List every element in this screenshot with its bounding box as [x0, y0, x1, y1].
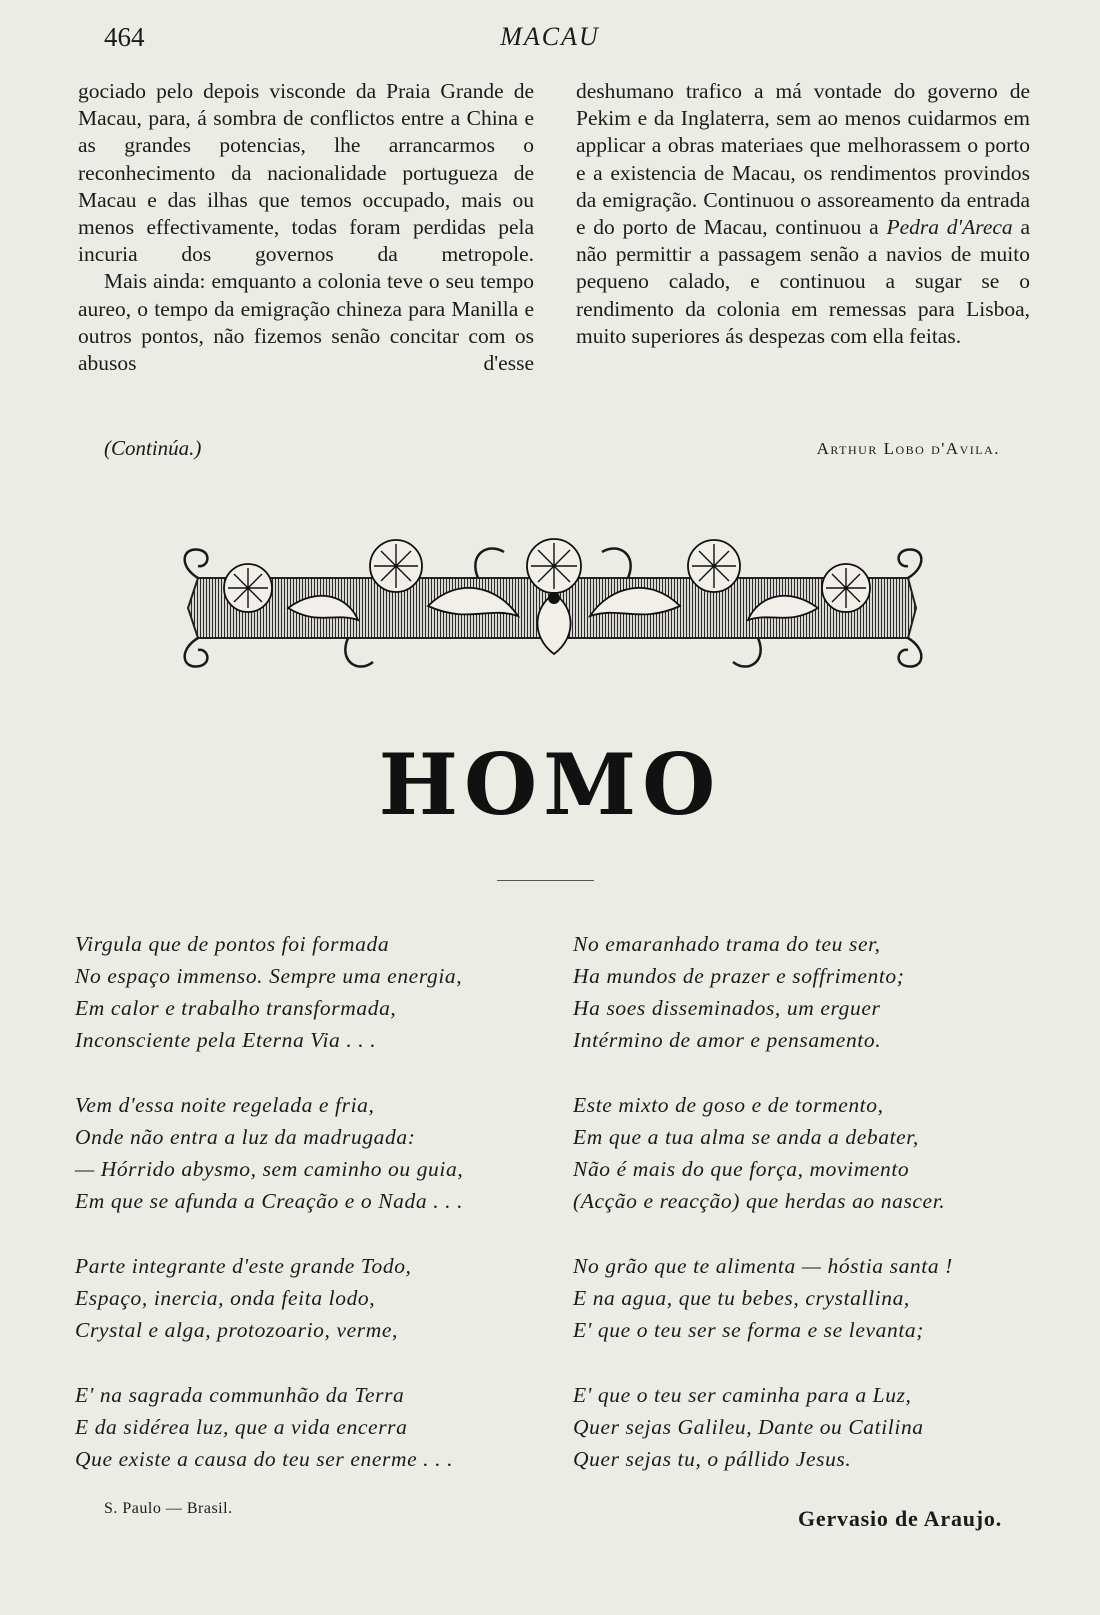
- poem-line: E na agua, que tu bebes, crystallina,: [573, 1286, 910, 1310]
- poem-stanza: [573, 1250, 1043, 1346]
- page-number: 464: [104, 22, 145, 52]
- poem-line: Não é mais do que força, movimento: [573, 1157, 910, 1181]
- poem-line: Ha soes disseminados, um erguer: [573, 996, 881, 1020]
- article-text: deshumano trafico a má vontade do governo de Pekim e da Inglaterra, sem ao menos cuidarmos em applicar a obras materiaes que melhorassem o porto e a existencia de Macau, os rendimentos provindos da emigração. Continuou o assoreamento da entrada e do porto de Macau, continuou a: [576, 79, 1030, 240]
- poem-line: Crystal e alga, protozoario, verme,: [75, 1318, 398, 1342]
- poem-line: (Acção e reacção) que herdas ao nascer.: [573, 1189, 946, 1213]
- poem-place: S. Paulo — Brasil.: [104, 1500, 233, 1517]
- article-italic-place-name: Pedra d'Areca: [886, 215, 1013, 240]
- poem-line: Vem d'essa noite regelada e fria,: [75, 1093, 375, 1117]
- poem-line: Em calor e trabalho transformada,: [75, 996, 397, 1020]
- article-paragraph: gociado pelo depois visconde da Praia Grande de Macau, para, á sombra de conflictos entre a China e as grandes potencias, lhe arrancarmos o reconhecimento da nacionalidade portugueza de Macau e das ilhas que temos occupado, mais ou menos effectivamente, todas foram perdidas pela incuria dos governos da metropole.: [78, 79, 534, 267]
- poem-line: Ha mundos de prazer e soffrimento;: [573, 964, 905, 988]
- poem-author: Gervasio de Araujo.: [797, 1506, 1002, 1531]
- article-right-column: [576, 78, 1030, 350]
- poem-line: Intérmino de amor e pensamento.: [573, 1028, 882, 1052]
- poem-line: No espaço immenso. Sempre uma energia,: [75, 964, 463, 988]
- poem-line: Em que se afunda a Creação e o Nada . . .: [75, 1189, 464, 1213]
- floral-ornament-icon: [178, 536, 932, 676]
- poem-line: Espaço, inercia, onda feita lodo,: [75, 1286, 376, 1310]
- running-header-title: MACAU: [500, 22, 600, 51]
- article-left-column: [78, 78, 534, 377]
- poem-stanza: [75, 928, 545, 1056]
- article-text: a não permittir a passagem senão a navios de muito pequeno calado, e continuou a sugar se o rendimento da colonia em remessas para Lisboa, muito superiores ás despezas com ella feitas.: [576, 215, 1030, 348]
- poem-right-column: [573, 928, 1043, 1508]
- poem-line: No emaranhado trama do teu ser,: [573, 932, 881, 956]
- poem-line: Quer sejas Galileu, Dante ou Catilina: [573, 1415, 924, 1439]
- poem-line: Quer sejas tu, o pállido Jesus.: [573, 1447, 852, 1471]
- poem-left-column: [75, 928, 545, 1508]
- continued-note: (Continúa.): [104, 436, 202, 460]
- poem-line: E da sidérea luz, que a vida encerra: [75, 1415, 408, 1439]
- poem-line: Em que a tua alma se anda a debater,: [573, 1125, 919, 1149]
- article-author: Arthur Lobo d'Avila.: [816, 439, 1000, 458]
- poem-line: — Hórrido abysmo, sem caminho ou guia,: [75, 1157, 464, 1181]
- poem-stanza: [573, 928, 1043, 1056]
- poem-line: No grão que te alimenta — hóstia santa !: [573, 1254, 953, 1278]
- poem-line: Este mixto de goso e de tormento,: [573, 1093, 884, 1117]
- poem-stanza: [75, 1379, 545, 1475]
- poem-line: Parte integrante d'este grande Todo,: [75, 1254, 412, 1278]
- poem-stanza: [75, 1250, 545, 1346]
- article-paragraph: [576, 78, 1030, 350]
- poem-line: E' na sagrada communhão da Terra: [75, 1383, 405, 1407]
- poem-line: Onde não entra a luz da madrugada:: [75, 1125, 416, 1149]
- poem-line: Inconsciente pela Eterna Via . . .: [75, 1028, 377, 1052]
- article-paragraph: Mais ainda: emquanto a colonia teve o seu tempo aureo, o tempo da emigração chineza para Manilla e outros pontos, não fizemos senão concitar com os abusos d'esse: [78, 269, 534, 376]
- poem-stanza: [573, 1379, 1043, 1475]
- poem-line: E' que o teu ser se forma e se levanta;: [573, 1318, 925, 1342]
- poem-line: Que existe a causa do teu ser enerme . . .: [75, 1447, 454, 1471]
- title-divider: [497, 880, 594, 881]
- poem-stanza: [75, 1089, 545, 1217]
- poem-title: HOMO: [378, 735, 722, 834]
- poem-line: E' que o teu ser caminha para a Luz,: [573, 1383, 912, 1407]
- poem-stanza: [573, 1089, 1043, 1217]
- poem-line: Virgula que de pontos foi formada: [75, 932, 390, 956]
